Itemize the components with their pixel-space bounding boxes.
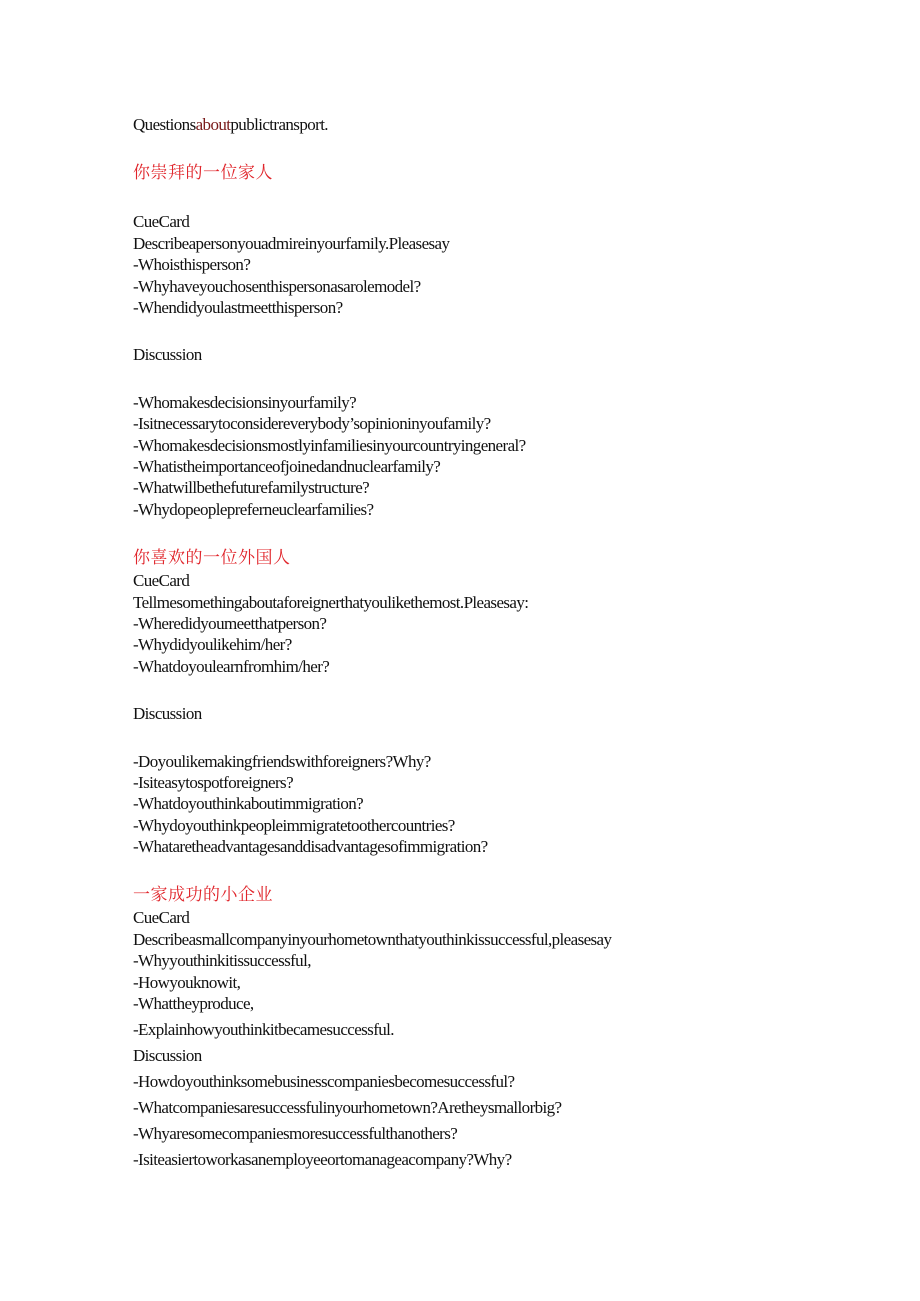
section-heading: 你喜欢的一位外国人 (133, 548, 291, 568)
discussion-question: -Isiteasytospotforeigners? (133, 773, 294, 792)
discussion-question: -Doyoulikemakingfriendswithforeigners?Why? (133, 752, 431, 771)
cue-point: -Whoisthisperson? (133, 255, 251, 274)
cue-card-prompt: Describeapersonyouadmireinyourfamily.Pleasesay (133, 234, 450, 253)
cue-card-label: CueCard (133, 571, 190, 590)
discussion-question: -Whyaresomecompaniesmoresuccessfulthanothers? (133, 1124, 458, 1143)
section-heading: 一家成功的小企业 (133, 885, 273, 905)
discussion-question: -Howdoyouthinksomebusinesscompaniesbecomesuccessful? (133, 1072, 515, 1091)
discussion-question: -Whatistheimportanceofjoinedandnuclearfamily? (133, 457, 441, 476)
discussion-question: -Whatdoyouthinkaboutimmigration? (133, 794, 364, 813)
discussion-question: -Isitnecessarytoconsidereverybody’sopinioninyoufamily? (133, 414, 491, 433)
intro-prefix: Questions (133, 115, 196, 134)
intro-emphasis: about (195, 115, 231, 134)
cue-point: -Whydidyoulikehim/her? (133, 635, 292, 654)
cue-point: -Whatdoyoulearnfromhim/her? (133, 657, 330, 676)
cue-card-label: CueCard (133, 908, 190, 927)
intro-suffix: publictransport. (230, 115, 328, 134)
cue-card-label: CueCard (133, 212, 190, 231)
cue-card-prompt: Describeasmallcompanyinyourhometownthatyouthinkissuccessful,pleasesay (133, 930, 612, 949)
cue-point: -Explainhowyouthinkitbecamesuccessful. (133, 1020, 394, 1039)
cue-point: -Whattheyproduce, (133, 994, 254, 1013)
discussion-label: Discussion (133, 345, 202, 364)
discussion-label: Discussion (133, 704, 202, 723)
discussion-question: -Whomakesdecisionsmostlyinfamiliesinyourcountryingeneral? (133, 436, 526, 455)
discussion-label: Discussion (133, 1046, 202, 1065)
cue-point: -Howyouknowit, (133, 973, 241, 992)
discussion-question: -Whataretheadvantagesanddisadvantagesofimmigration? (133, 837, 488, 856)
discussion-question: -Isiteasiertoworkasanemployeeortomanageacompany?Why? (133, 1150, 512, 1169)
cue-point: -Wheredidyoumeetthatperson? (133, 614, 327, 633)
cue-card-prompt: Tellmesomethingaboutaforeignerthatyoulikethemost.Pleasesay: (133, 593, 529, 612)
cue-point: -Whyhaveyouchosenthispersonasarolemodel? (133, 277, 421, 296)
intro-line (133, 115, 328, 135)
discussion-question: -Whatwillbethefuturefamilystructure? (133, 478, 370, 497)
discussion-question: -Whatcompaniesaresuccessfulinyourhometown?Aretheysmallorbig? (133, 1098, 562, 1117)
discussion-question: -Whydopeoplepreferneuclearfamilies? (133, 500, 374, 519)
cue-point: -Whyyouthinkitissuccessful, (133, 951, 311, 970)
cue-point: -Whendidyoulastmeetthisperson? (133, 298, 343, 317)
section-heading: 你崇拜的一位家人 (133, 163, 273, 183)
discussion-question: -Whomakesdecisionsinyourfamily? (133, 393, 357, 412)
discussion-question: -Whydoyouthinkpeopleimmigratetoothercountries? (133, 816, 455, 835)
